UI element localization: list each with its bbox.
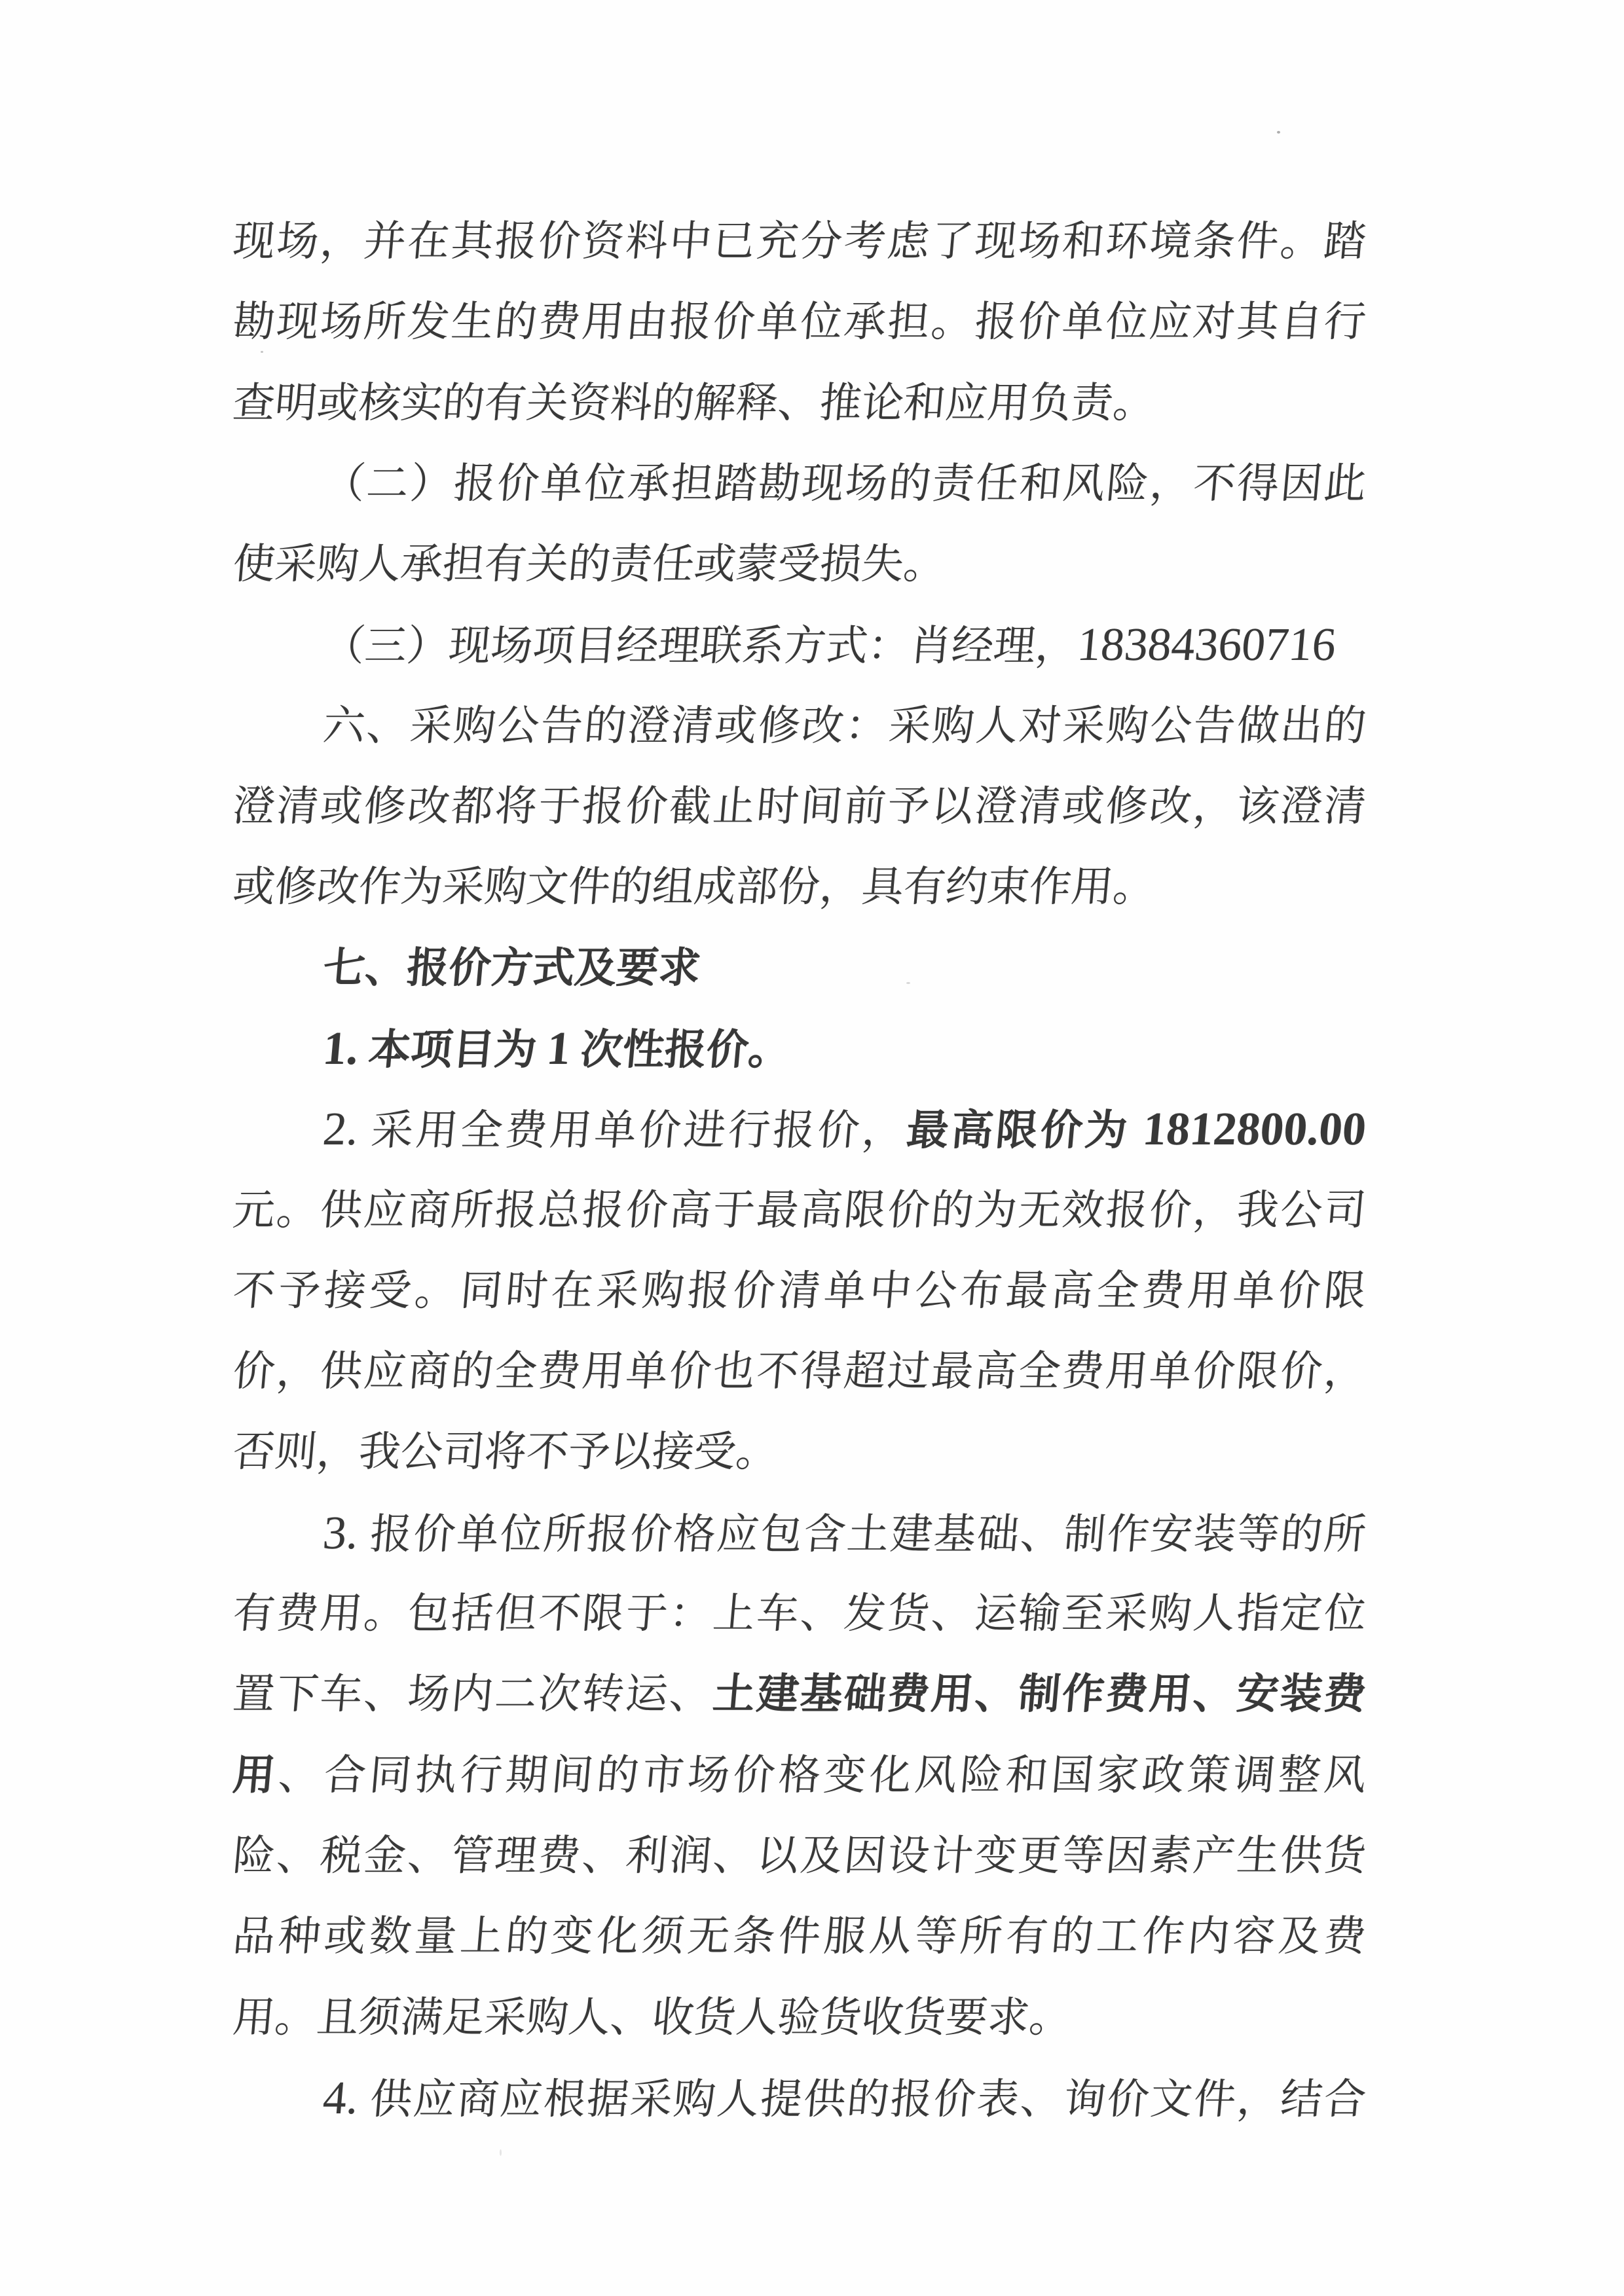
text-line-15 <box>230 1331 1370 1412</box>
scan-speck <box>500 2149 502 2156</box>
numeral: 1812800.00 <box>1141 1102 1369 1156</box>
numeral: 2. <box>321 1102 361 1156</box>
text-line-8 <box>230 766 1370 847</box>
text-line-20 <box>230 1735 1370 1815</box>
text-segment: 3. 报价单位所报价格应包含土建基础、制作安装等的所 <box>321 1506 1368 1559</box>
text-line-14 <box>230 1250 1370 1331</box>
numeral: 1. <box>321 1021 361 1074</box>
text-line-1 <box>230 201 1370 282</box>
text-line-24 <box>230 2058 1370 2138</box>
text-line-22 <box>230 1896 1370 1977</box>
text-line-6 <box>230 604 1370 685</box>
text-segment: 或修改作为采购文件的组成部份，具有约束作用。 <box>231 864 1158 911</box>
bold-text-segment: 1. 本项目为 1 次性报价。 <box>321 1021 793 1074</box>
text-segment: （三）现场项目经理联系方式：肖经理，18384360716 <box>321 618 1338 671</box>
text-segment: 查明或核实的有关资料的解释、推论和应用负责。 <box>231 379 1158 426</box>
text-line-21 <box>230 1815 1370 1896</box>
text-segment: 2. 采用全费用单价进行报价， <box>321 1102 909 1156</box>
bold-text-segment: 七、报价方式及要求 <box>321 944 703 991</box>
text-segment: 否则，我公司将不予以接受。 <box>231 1429 781 1476</box>
text-segment: 4. 供应商应根据采购人提供的报价表、询价文件，结合 <box>321 2071 1368 2124</box>
text-segment: 不予接受。同时在采购报价清单中公布最高全费用单价限 <box>231 1267 1369 1314</box>
text-segment: 品种或数量上的变化须无条件服从等所有的工作内容及费 <box>231 1913 1369 1960</box>
text-segment: 、合同执行期间的市场价格变化风险和国家政策调整风 <box>276 1751 1369 1798</box>
text-segment: 现场，并在其报价资料中已充分考虑了现场和环境条件。踏 <box>231 218 1369 264</box>
text-segment: 澄清或修改都将于报价截止时间前予以澄清或修改，该澄清 <box>231 783 1369 830</box>
bold-text-segment: 土建基础费用、制作费用、安装费 <box>710 1671 1369 1718</box>
text-segment: 价，供应商的全费用单价也不得超过最高全费用单价限价， <box>231 1348 1369 1395</box>
text-line-3 <box>230 363 1370 443</box>
scan-speck <box>1277 131 1280 134</box>
text-segment: 有费用。包括但不限于：上车、发货、运输至采购人指定位 <box>231 1590 1369 1637</box>
text-line-13 <box>230 1170 1370 1250</box>
numeral: 4. <box>321 2071 361 2124</box>
text-line-12 <box>230 1089 1370 1169</box>
text-line-16 <box>230 1412 1370 1492</box>
text-segment: 元。供应商所报总报价高于最高限价的为无效报价，我公司 <box>231 1186 1369 1233</box>
text-line-2 <box>230 282 1370 362</box>
text-line-9 <box>230 847 1370 927</box>
text-line-7 <box>230 685 1370 766</box>
text-line-5 <box>230 524 1370 604</box>
text-line-11 <box>230 1008 1370 1089</box>
text-line-18 <box>230 1573 1370 1654</box>
numeral: 1 <box>544 1021 573 1074</box>
bold-text-segment: 最高限价为 1812800.00 <box>904 1102 1369 1156</box>
text-segment: 使采购人承担有关的责任或蒙受损失。 <box>231 541 948 588</box>
text-segment: 险、税金、管理费、利润、以及因设计变更等因素产生供货 <box>231 1832 1369 1879</box>
text-segment: 六、采购公告的澄清或修改：采购人对采购公告做出的 <box>321 702 1369 749</box>
text-line-19 <box>230 1654 1370 1734</box>
scan-speck <box>261 351 263 353</box>
text-segment: 置下车、场内二次转运、 <box>231 1671 716 1718</box>
document-body <box>231 201 1369 2138</box>
text-segment: 勘现场所发生的费用由报价单位承担。报价单位应对其自行 <box>231 299 1369 346</box>
text-line-4 <box>230 443 1370 524</box>
scan-speck <box>906 982 910 984</box>
text-segment: （二）报价单位承担踏勘现场的责任和风险，不得因此 <box>321 460 1369 507</box>
text-line-17 <box>230 1493 1370 1573</box>
numeral: 3. <box>321 1506 361 1559</box>
text-line-23 <box>230 1977 1370 2058</box>
text-segment: 用。且须满足采购人、收货人验货收货要求。 <box>231 1994 1074 2041</box>
text-line-10 <box>230 928 1370 1008</box>
bold-text-segment: 用 <box>231 1751 281 1798</box>
numeral: 18384360716 <box>1075 618 1338 671</box>
